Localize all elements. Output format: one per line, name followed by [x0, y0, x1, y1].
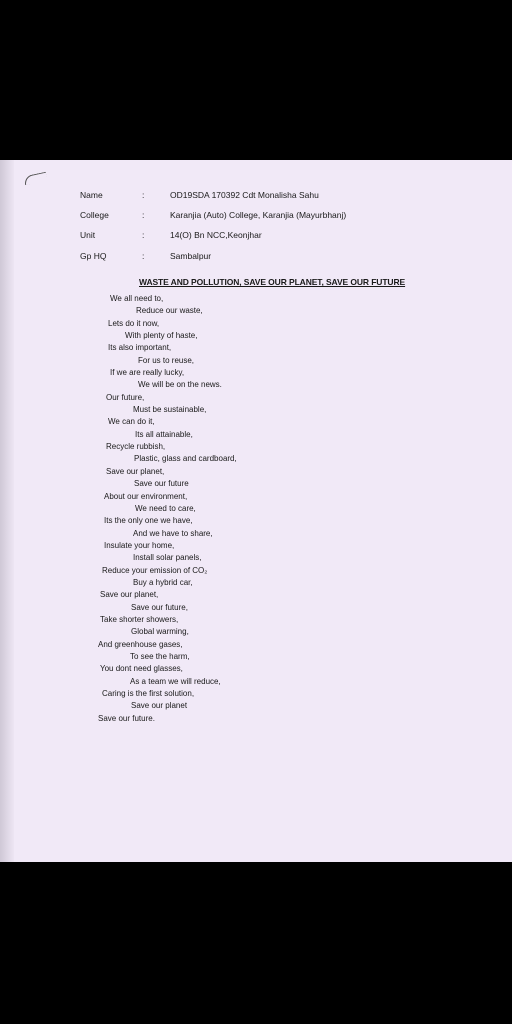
poem-line: Buy a hybrid car,: [133, 577, 193, 587]
poem-line: We need to care,: [135, 503, 196, 513]
poem-line: As a team we will reduce,: [130, 676, 221, 686]
poem-line: Save our planet,: [100, 590, 159, 600]
poem-line: Its the only one we have,: [104, 516, 193, 526]
poem-line: For us to reuse,: [138, 355, 195, 365]
poem-line: Lets do it now,: [108, 318, 160, 328]
field-value: Karanjia (Auto) College, Karanjia (Mayurbhanj): [170, 210, 347, 220]
poem-line: Take shorter showers,: [100, 614, 179, 624]
poem-line: We all need to,: [110, 294, 164, 303]
scanned-page: [0, 160, 512, 862]
document-title: WASTE AND POLLUTION, SAVE OUR PLANET, SAVE OUR FUTURE: [139, 277, 406, 287]
field-separator: :: [142, 190, 145, 200]
field-value: Sambalpur: [170, 251, 212, 261]
poem-line: With plenty of haste,: [125, 331, 198, 341]
poem-line: Global warming,: [131, 627, 189, 637]
poem-line: Save our planet: [131, 701, 188, 711]
field-separator: :: [142, 230, 145, 240]
poem-line: Reduce your emission of CO₂: [102, 565, 208, 575]
poem-line: Caring is the first solution,: [102, 689, 195, 698]
poem-line: Reduce our waste,: [136, 306, 203, 316]
poem-line: Insulate your home,: [104, 540, 175, 550]
poem-line: Recycle rubbish,: [106, 442, 166, 452]
poem-line: About our environment,: [104, 491, 188, 501]
field-separator: :: [142, 251, 145, 261]
poem-line: Our future,: [106, 392, 145, 402]
poem-line: Save our future.: [98, 713, 155, 723]
poem: [98, 293, 237, 725]
poem-line: To see the harm,: [130, 651, 190, 661]
poem-line: Plastic, glass and cardboard,: [134, 454, 237, 464]
poem-line: Must be sustainable,: [133, 405, 207, 415]
field-label: College: [80, 210, 109, 220]
poem-line: Its also important,: [108, 343, 172, 353]
field-label: Unit: [80, 230, 96, 240]
field-label: Gp HQ: [80, 251, 107, 261]
poem-line: You dont need glasses,: [100, 664, 183, 674]
poem-line: If we are really lucky,: [110, 368, 185, 378]
field-separator: :: [142, 210, 145, 220]
poem-line: Save our planet,: [106, 466, 165, 476]
field-label: Name: [80, 190, 103, 200]
poem-line: We will be on the news.: [138, 380, 222, 390]
poem-line: Save our future,: [131, 602, 188, 612]
field-value: 14(O) Bn NCC,Keonjhar: [170, 230, 262, 240]
poem-line: Install solar panels,: [133, 553, 202, 563]
poem-line: Save our future: [134, 479, 189, 489]
poem-line: We can do it,: [108, 417, 155, 427]
field-value: OD19SDA 170392 Cdt Monalisha Sahu: [170, 190, 319, 200]
poem-line: And greenhouse gases,: [98, 639, 183, 649]
poem-line: Its all attainable,: [135, 429, 193, 439]
pen-mark: [23, 172, 47, 186]
poem-line: And we have to share,: [133, 528, 213, 538]
